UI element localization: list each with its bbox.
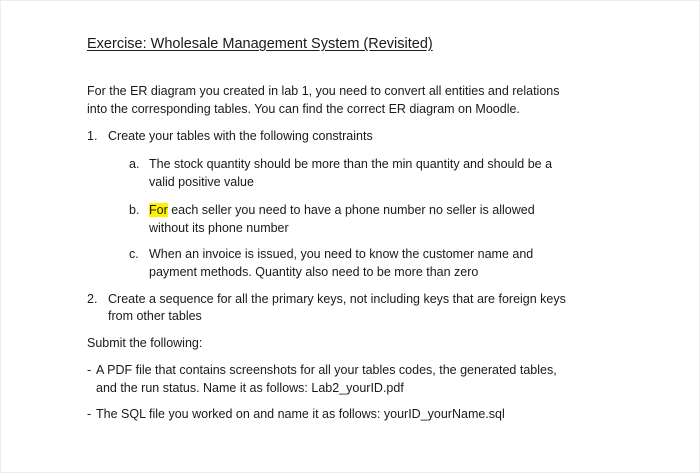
- item-1-text: Create your tables with the following constraints: [108, 129, 373, 143]
- submit-item-2-marker: -: [87, 407, 92, 421]
- subitem-c-line-1: When an invoice is issued, you need to know the customer name and: [149, 247, 534, 261]
- subitem-b-line-2: without its phone number: [149, 221, 289, 235]
- subitem-b-line-1: [149, 201, 535, 219]
- subitem-a-marker: a.: [129, 157, 140, 171]
- subitem-a-line-2: valid positive value: [149, 175, 254, 189]
- subitem-b-marker: b.: [129, 203, 140, 217]
- document-title: Exercise: Wholesale Management System (Revisited): [87, 36, 433, 52]
- intro-line-1: For the ER diagram you created in lab 1, you need to convert all entities and relations: [87, 84, 560, 98]
- item-2-marker: 2.: [87, 292, 98, 306]
- subitem-c-marker: c.: [129, 247, 139, 261]
- submit-item-1-line-2: and the run status. Name it as follows: Lab2_yourID.pdf: [96, 381, 404, 395]
- item-1-marker: 1.: [87, 129, 98, 143]
- submit-heading: Submit the following:: [87, 336, 203, 350]
- item-2-line-1: Create a sequence for all the primary keys, not including keys that are foreign keys: [108, 292, 566, 306]
- submit-item-1-marker: -: [87, 363, 92, 377]
- item-2-line-2: from other tables: [108, 309, 202, 323]
- submit-item-1-line-1: A PDF file that contains screenshots for all your tables codes, the generated tables,: [96, 363, 557, 377]
- subitem-a-line-1: The stock quantity should be more than the min quantity and should be a: [149, 157, 553, 171]
- highlighted-word: For: [149, 203, 168, 217]
- subitem-b-line-1-rest: each seller you need to have a phone number no seller is allowed: [167, 203, 535, 217]
- submit-item-2-line-1: The SQL file you worked on and name it as follows: yourID_yourName.sql: [96, 407, 505, 421]
- subitem-c-line-2: payment methods. Quantity also need to be more than zero: [149, 265, 479, 279]
- intro-line-2: into the corresponding tables. You can find the correct ER diagram on Moodle.: [87, 102, 520, 116]
